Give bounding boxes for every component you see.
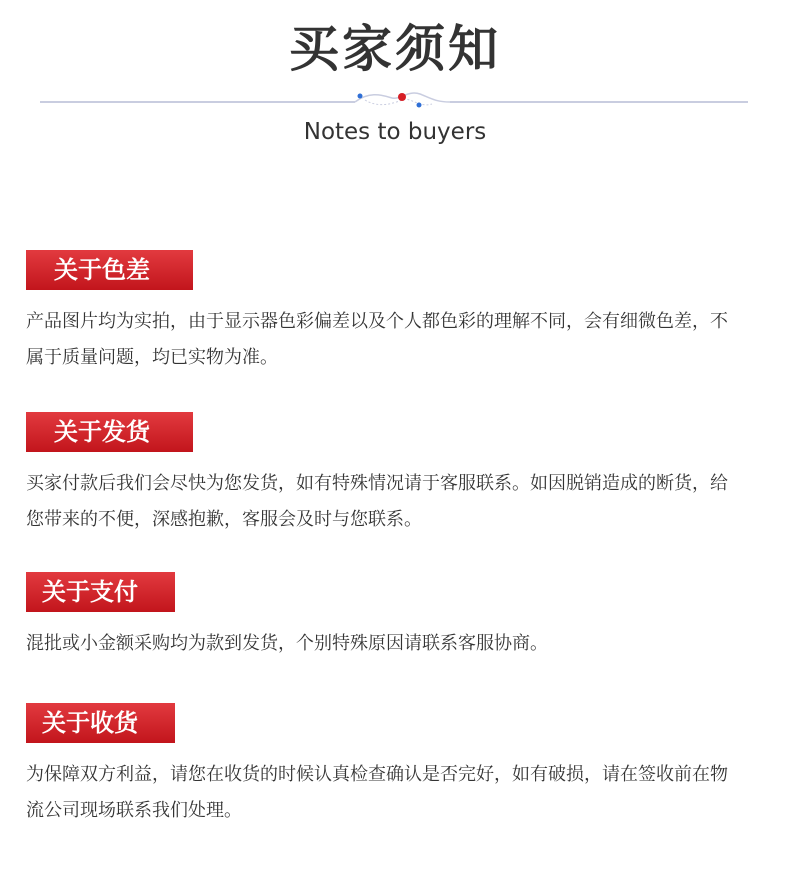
section-receiving	[26, 703, 766, 829]
divider-dot-blue-right	[417, 103, 422, 108]
section-payment	[26, 572, 766, 662]
section-color-difference	[26, 250, 766, 376]
section-tag: 关于发货	[26, 412, 193, 452]
divider-wave-dashed	[365, 99, 432, 105]
divider-dot-red	[398, 93, 406, 101]
section-text: 混批或小金额采购均为款到发货，个别特殊原因请联系客服协商。	[26, 633, 548, 654]
divider-dot-blue-left	[358, 94, 363, 99]
section-tag: 关于支付	[26, 572, 175, 612]
section-tag: 关于收货	[26, 703, 175, 743]
header	[0, 0, 790, 170]
section-shipping	[26, 412, 766, 538]
page-subtitle: Notes to buyers	[303, 119, 487, 145]
section-text: 产品图片均为实拍，由于显示器色彩偏差以及个人都色彩的理解不同，会有细微色差，不属于质量问题，均已实物为准。	[26, 311, 728, 368]
page-title: 买家须知	[289, 20, 501, 78]
section-text: 买家付款后我们会尽快为您发货，如有特殊情况请于客服联系。如因脱销造成的断货，给您带来的不便，深感抱歉，客服会及时与您联系。	[26, 473, 728, 530]
section-tag: 关于色差	[26, 250, 193, 290]
section-text: 为保障双方利益，请您在收货的时候认真检查确认是否完好，如有破损，请在签收前在物流公司现场联系我们处理。	[26, 764, 728, 821]
title-divider	[0, 86, 790, 116]
